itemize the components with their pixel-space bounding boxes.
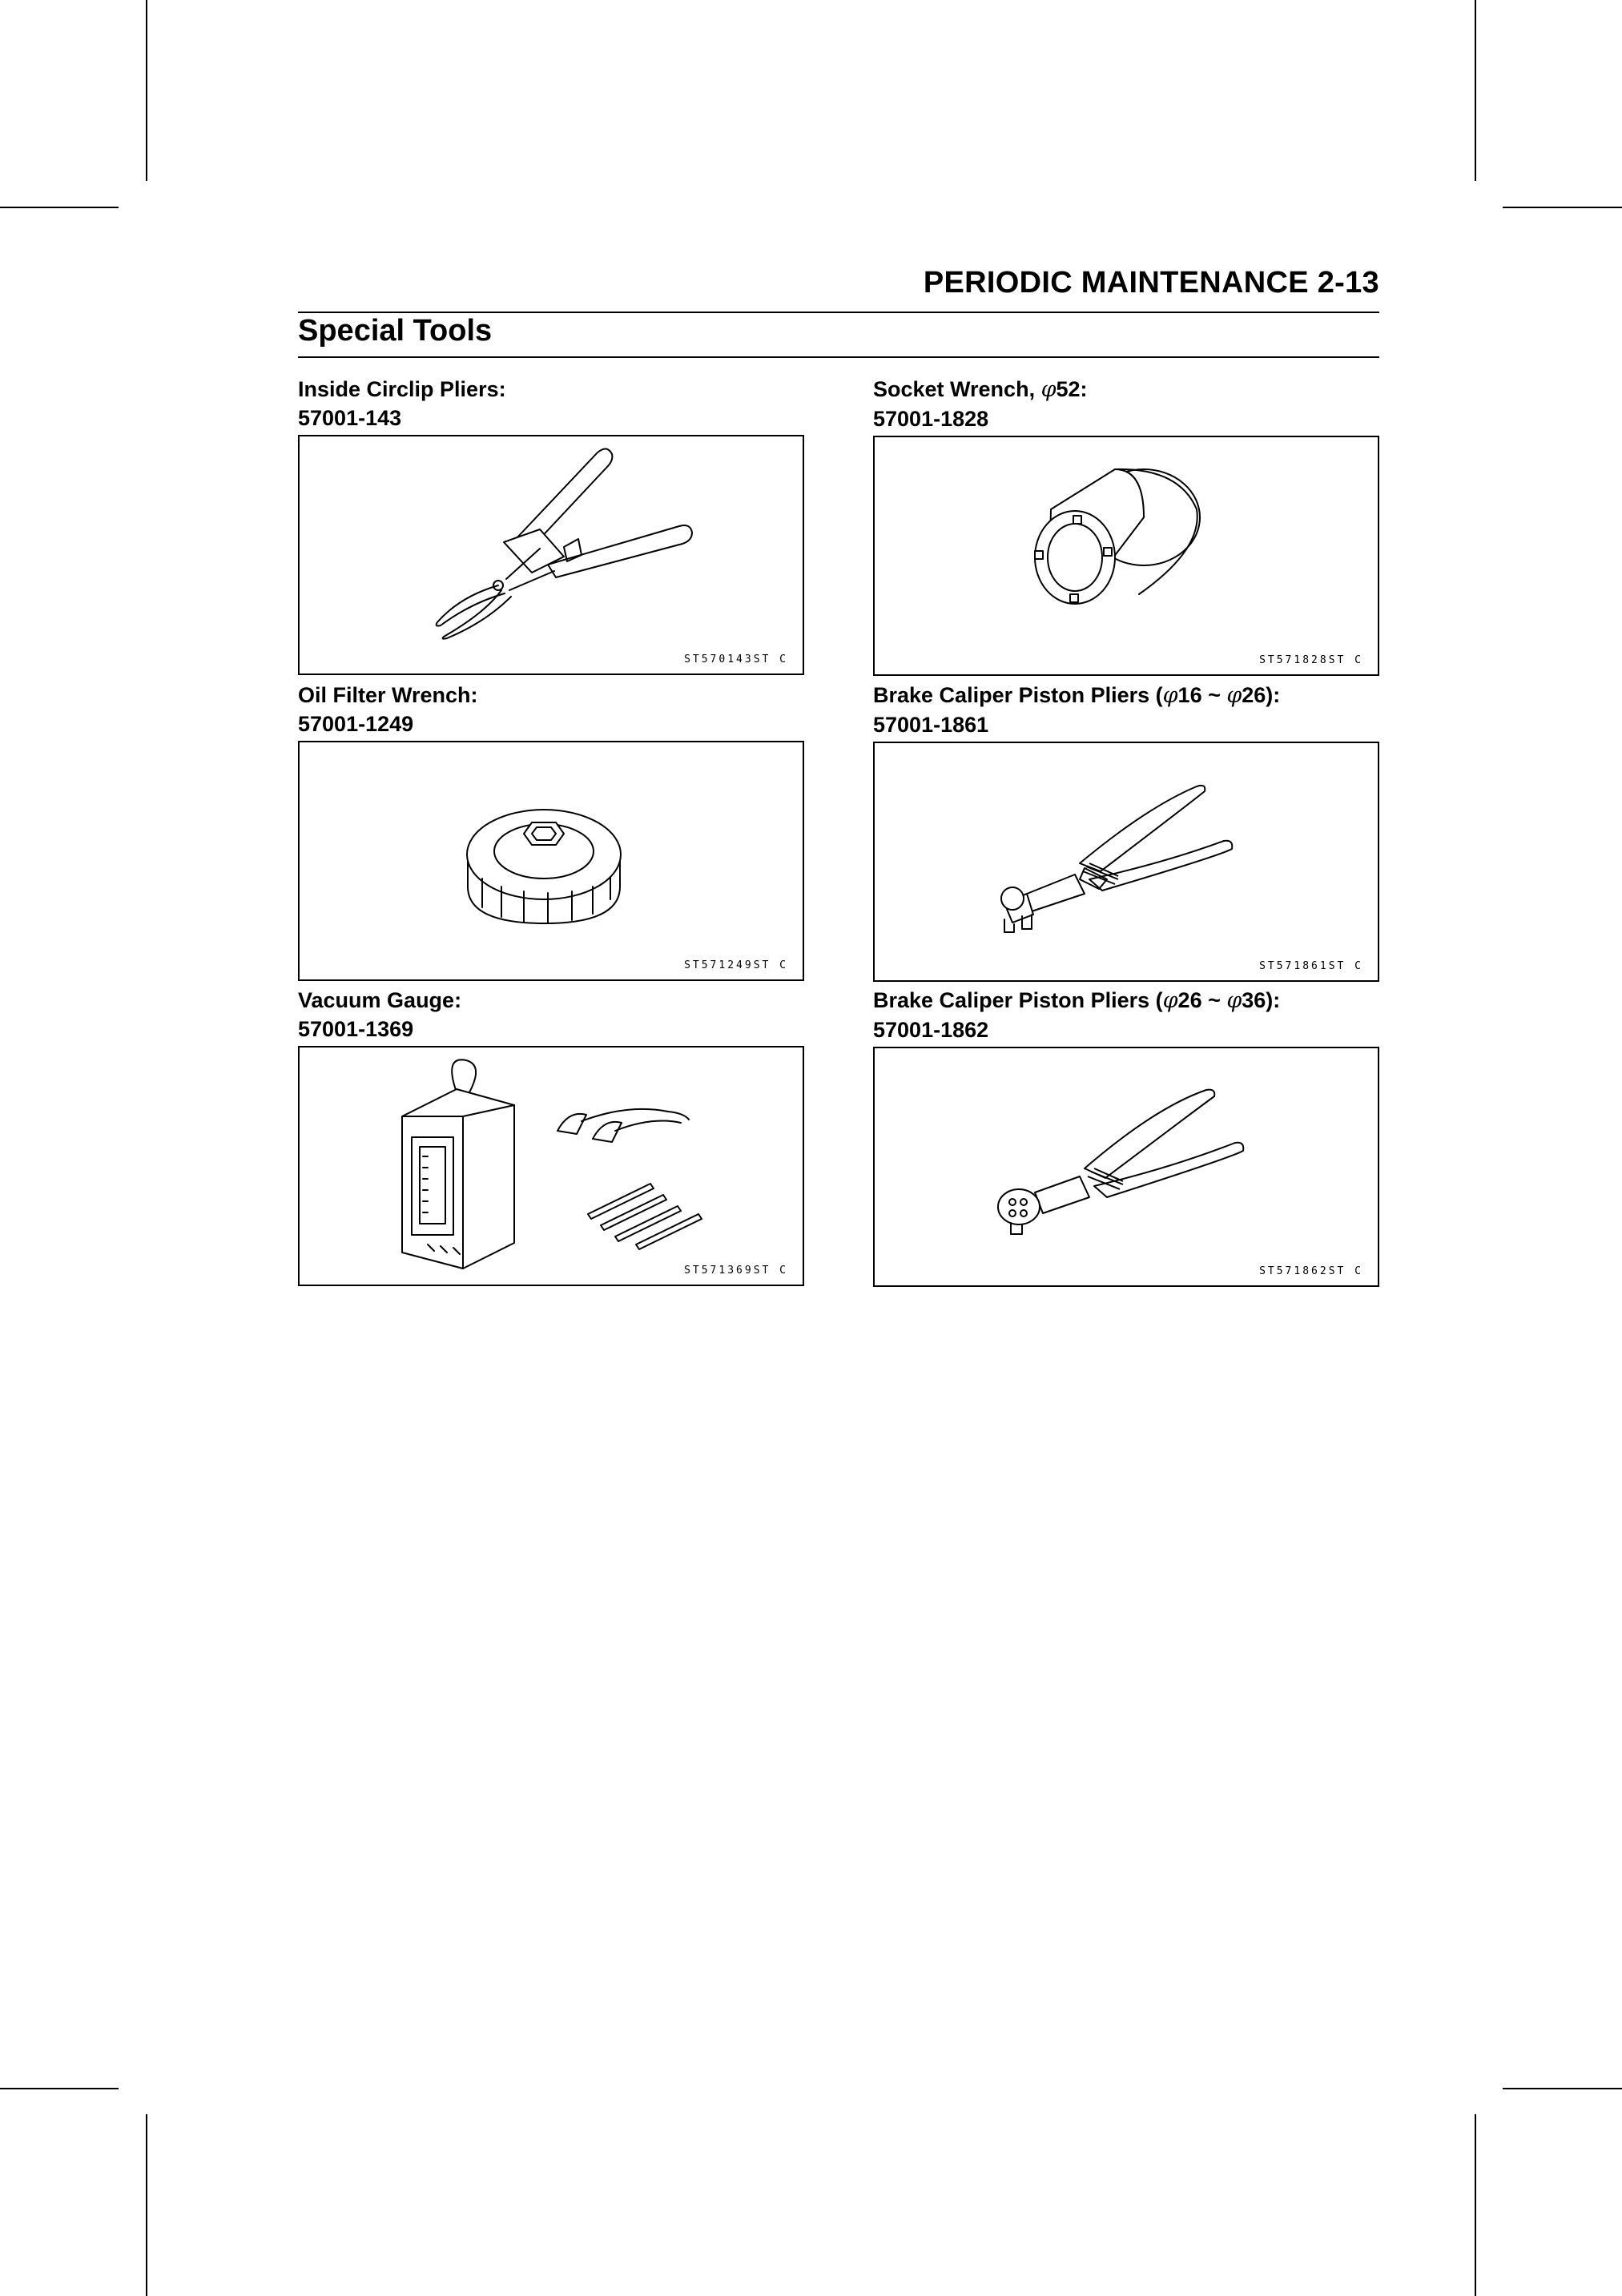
crop-mark	[1503, 207, 1622, 208]
crop-mark	[0, 207, 119, 208]
vacuum-gauge-icon	[300, 1047, 803, 1285]
tool-item	[873, 681, 1379, 982]
crop-mark	[146, 0, 147, 181]
tool-name: Oil Filter Wrench:	[298, 683, 478, 707]
section-title: Special Tools	[298, 314, 493, 348]
tool-item	[298, 681, 804, 981]
tool-illustration-frame	[298, 1046, 804, 1286]
piston-pliers-icon	[875, 743, 1378, 980]
tool-name: Vacuum Gauge:	[298, 988, 462, 1012]
socket-wrench-icon	[875, 437, 1378, 674]
figure-code: ST571369ST C	[684, 1265, 788, 1277]
tool-part-number: 57001-1861	[873, 713, 989, 737]
crop-mark	[1475, 0, 1476, 181]
piston-pliers-icon	[875, 1048, 1378, 1285]
tool-name: Brake Caliper Piston Pliers (φ16 ~ φ26):	[873, 683, 1281, 708]
tool-item	[298, 986, 804, 1286]
oil-filter-wrench-icon	[300, 742, 803, 979]
tool-part-number: 57001-143	[298, 406, 402, 430]
crop-mark	[1503, 2088, 1622, 2089]
crop-mark	[1475, 2114, 1476, 2296]
tool-item	[873, 375, 1379, 676]
tool-part-number: 57001-1862	[873, 1018, 989, 1042]
tool-item	[298, 375, 804, 675]
tool-part-number: 57001-1249	[298, 712, 414, 736]
tool-name: Brake Caliper Piston Pliers (φ26 ~ φ36):	[873, 988, 1281, 1013]
figure-code: ST570143ST C	[684, 653, 788, 665]
tool-illustration-frame	[873, 436, 1379, 676]
tool-name: Inside Circlip Pliers:	[298, 377, 506, 401]
chapter-header: PERIODIC MAINTENANCE 2-13	[923, 266, 1379, 300]
crop-mark	[0, 2088, 119, 2089]
tool-illustration-frame	[298, 741, 804, 981]
figure-code: ST571862ST C	[1259, 1265, 1363, 1277]
tool-illustration-frame	[298, 435, 804, 675]
tool-illustration-frame	[873, 742, 1379, 982]
tool-part-number: 57001-1828	[873, 407, 989, 431]
tool-illustration-frame	[873, 1047, 1379, 1287]
tool-part-number: 57001-1369	[298, 1017, 414, 1041]
section-rule	[298, 356, 1379, 358]
circlip-pliers-icon	[300, 436, 803, 674]
tool-item	[873, 986, 1379, 1287]
figure-code: ST571828ST C	[1259, 654, 1363, 666]
figure-code: ST571249ST C	[684, 959, 788, 971]
tool-name: Socket Wrench, φ52:	[873, 377, 1088, 402]
figure-code: ST571861ST C	[1259, 960, 1363, 972]
header-rule	[298, 312, 1379, 313]
crop-mark	[146, 2114, 147, 2296]
